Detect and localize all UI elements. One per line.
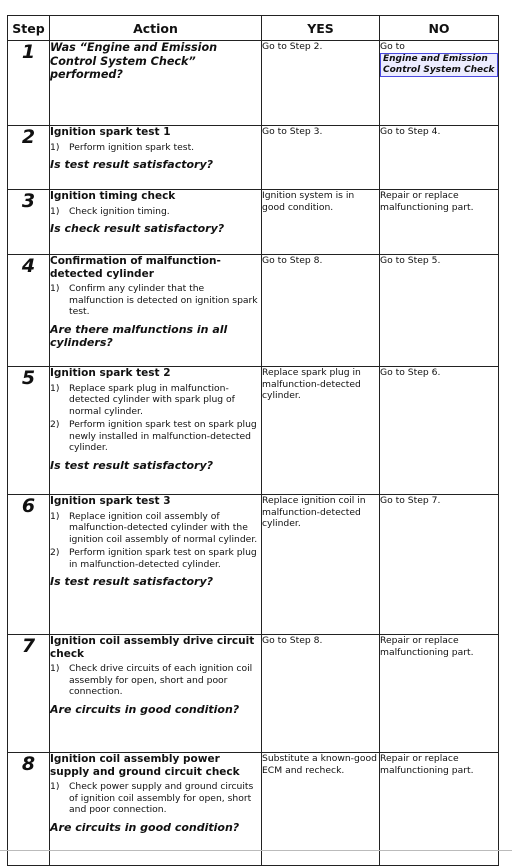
step-question: Is test result satisfactory? [50, 158, 214, 171]
yes-cell: Go to Step 3. [262, 126, 380, 190]
action-cell [50, 126, 262, 190]
step-question: Is test result satisfactory? [50, 575, 214, 588]
step-number: 4 [8, 255, 50, 367]
yes-cell: Replace ignition coil in malfunction-detected cylinder. [262, 495, 380, 635]
page-bottom-divider [0, 850, 512, 851]
header-row [8, 16, 499, 41]
no-cell: Repair or replace malfunctioning part. [380, 635, 499, 753]
substep: 1) Check ignition timing. [50, 205, 170, 217]
action-cell [50, 190, 262, 255]
step-title: Ignition spark test 2 [50, 367, 171, 379]
step-title: Ignition spark test 1 [50, 126, 171, 138]
table-row [8, 126, 499, 190]
yes-cell: Go to Step 8. [262, 255, 380, 367]
substep: 1) Replace ignition coil assembly of malfunction-detected cylinder with the ignition coil assembly of normal cylinder. [50, 510, 258, 545]
step-title: Ignition spark test 3 [50, 495, 171, 507]
step-number: 7 [8, 635, 50, 753]
no-cell: Repair or replace malfunctioning part. [380, 753, 499, 866]
step-title: Confirmation of malfunction-detected cylinder [50, 255, 221, 280]
substep: 1) Check drive circuits of each ignition coil assembly for open, short and poor connection. [50, 663, 253, 697]
step-substeps [50, 283, 261, 318]
action-cell [50, 367, 262, 495]
no-cell: Go to Step 4. [380, 126, 499, 190]
step-substeps [50, 781, 261, 816]
substep: 2) Perform ignition spark test on spark plug newly installed in malfunction-detected cylinder. [50, 419, 257, 453]
no-cell [380, 41, 499, 126]
no-cell: Go to Step 7. [380, 495, 499, 635]
step-substeps [50, 383, 261, 454]
no-prefix: Go to [380, 41, 405, 52]
engine-emission-check-link[interactable]: Engine and Emission Control System Check [380, 53, 498, 77]
step-title: Ignition timing check [50, 190, 176, 202]
step-number: 2 [8, 126, 50, 190]
diagnostic-table [7, 15, 499, 866]
step-substeps [50, 206, 261, 218]
substep: 1) Check power supply and ground circuits of ignition coil assembly for open, short and poor connection. [50, 781, 254, 815]
no-cell: Go to Step 6. [380, 367, 499, 495]
step-title: Ignition coil assembly power supply and ground circuit check [50, 753, 240, 778]
substep: 1) Confirm any cylinder that the malfunction is detected on ignition spark test. [50, 283, 258, 317]
step-number: 6 [8, 495, 50, 635]
substep: 1) Perform ignition spark test. [50, 141, 195, 153]
header-step: Step [8, 16, 50, 41]
table-row [8, 753, 499, 866]
step-question: Are there malfunctions in all cylinders? [50, 322, 228, 349]
step-number: 5 [8, 367, 50, 495]
step-title: Ignition coil assembly drive circuit check [50, 635, 255, 660]
no-cell: Go to Step 5. [380, 255, 499, 367]
step-number: 8 [8, 753, 50, 866]
step-number: 1 [8, 41, 50, 126]
table-row [8, 635, 499, 753]
header-action: Action [50, 16, 262, 41]
step-substeps [50, 663, 261, 698]
yes-cell: Ignition system is in good condition. [262, 190, 380, 255]
yes-cell: Substitute a known-good ECM and recheck. [262, 753, 380, 866]
step-question: Are circuits in good condition? [50, 702, 240, 716]
no-cell: Repair or replace malfunctioning part. [380, 190, 499, 255]
action-cell [50, 635, 262, 753]
action-cell [50, 495, 262, 635]
substep: 2) Perform ignition spark test on spark plug in malfunction-detected cylinder. [50, 547, 257, 570]
step-question: Is check result satisfactory? [50, 222, 225, 235]
yes-cell: Replace spark plug in malfunction-detected cylinder. [262, 367, 380, 495]
step-substeps [50, 511, 261, 571]
step-question: Are circuits in good condition? [50, 820, 240, 834]
table-row [8, 367, 499, 495]
table-row [8, 495, 499, 635]
header-yes: YES [262, 16, 380, 41]
yes-cell: Go to Step 2. [262, 41, 380, 126]
table-row [8, 255, 499, 367]
action-cell [50, 255, 262, 367]
step-question: Was “Engine and Emission Control System Check” performed? [50, 41, 218, 81]
substep: 1) Replace spark plug in malfunction-detected cylinder with spark plug of normal cylinder. [50, 382, 235, 417]
header-no: NO [380, 16, 499, 41]
table-row [8, 41, 499, 126]
step-question: Is test result satisfactory? [50, 458, 214, 472]
step-number: 3 [8, 190, 50, 255]
step-substeps [50, 142, 261, 154]
action-cell [50, 41, 262, 126]
table-row [8, 190, 499, 255]
action-cell [50, 753, 262, 866]
yes-cell: Go to Step 8. [262, 635, 380, 753]
